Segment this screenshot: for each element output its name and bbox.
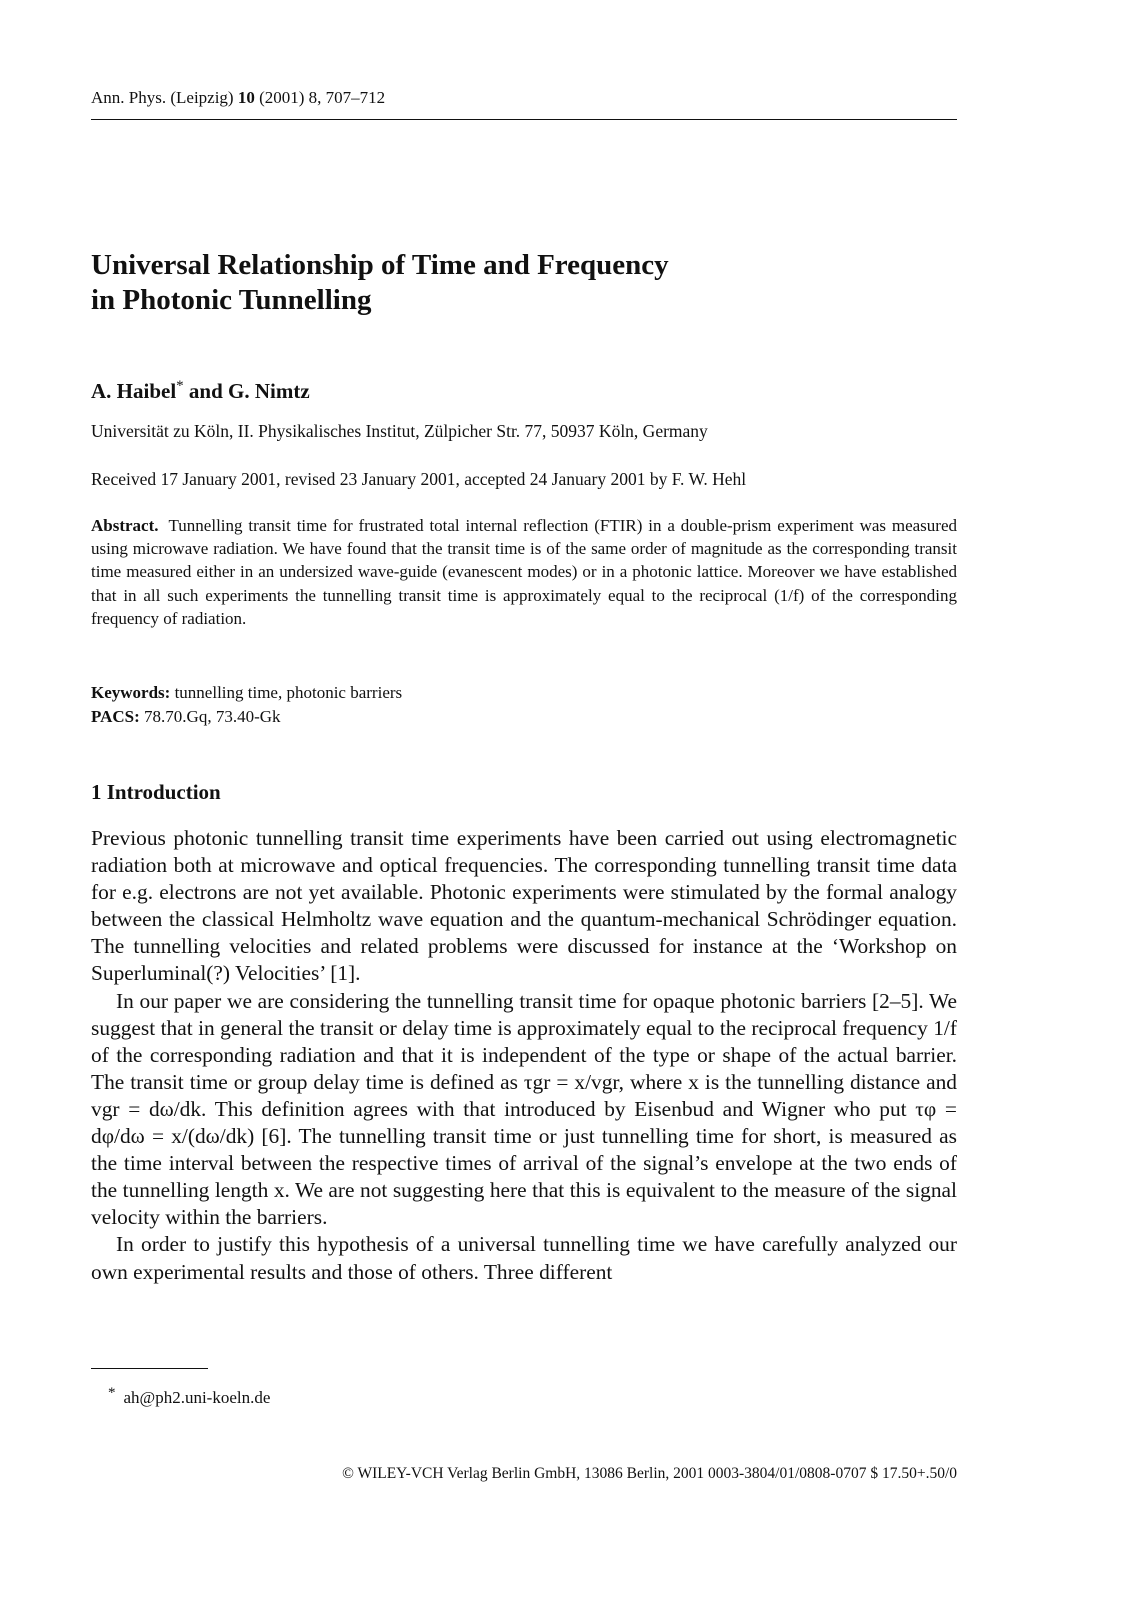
journal-issue-pages: (2001) 8, 707–712 — [259, 88, 386, 107]
affiliation: Universität zu Köln, II. Physikalisches Institut, Zülpicher Str. 77, 50937 Köln, Germany — [91, 421, 708, 441]
body-text — [91, 825, 957, 1286]
keywords-block — [91, 681, 957, 729]
author-first: A. Haibel — [91, 379, 177, 403]
abstract-text: Tunnelling transit time for frustrated total internal reflection (FTIR) in a double-prism experiment was measured using microwave radiation. We have found that the transit time is of the same order of magnitude as the corresponding transit time measured either in an undersized wave-guide (evanescent modes) or in a photonic lattice. Moreover we have established that in all such experiments the tunnelling transit time is approximately equal to the reciprocal (1/f) of the corresponding frequency of radiation. — [91, 516, 957, 628]
title-line-2: in Photonic Tunnelling — [91, 284, 372, 316]
journal-header — [91, 88, 957, 108]
paragraph: In our paper we are considering the tunnelling transit time for opaque photonic barriers [2–5]. We suggest that in general the transit or delay time is approximately equal to the reciprocal frequency 1/f of the corresponding radiation and that it is independent of the type or shape of the actual barrier. The transit time or group delay time is defined as τgr = x/vgr, where x is the tunnelling distance and vgr = dω/dk. This definition agrees with that introduced by Eisenbud and Wigner who put τφ = dφ/dω = x/(dω/dk) [6]. The tunnelling transit time or just tunnelling time for short, is measured as the time interval between the respective times of arrival of the signal’s envelope at the two ends of the tunnelling length x. We are not suggesting here that this is equivalent to the measure of the signal velocity within the barriers. — [91, 988, 957, 1230]
author-rest: and G. Nimtz — [183, 379, 310, 403]
keywords-text: tunnelling time, photonic barriers — [170, 683, 403, 702]
keywords-label: Keywords: — [91, 683, 171, 702]
pacs-label: PACS: — [91, 707, 140, 726]
paragraph: Previous photonic tunnelling transit time experiments have been carried out using electromagnetic radiation both at microwave and optical frequencies. The corresponding tunnelling transit time data for e.g. electrons are not yet available. Photonic experiments were stimulated by the formal analogy between the classical Helmholtz wave equation and the quantum-mechanical Schrödinger equation. The tunnelling velocities and related problems were discussed for instance at the ‘Workshop on Superluminal(?) Velocities’ [1]. — [91, 826, 957, 986]
pacs-text: 78.70.Gq, 73.40-Gk — [139, 707, 281, 726]
title-line-1: Universal Relationship of Time and Frequency — [91, 249, 669, 281]
journal-name: Ann. Phys. (Leipzig) — [91, 88, 234, 107]
paragraph: In order to justify this hypothesis of a universal tunnelling time we have carefully analyzed our own experimental results and those of others. Three different — [91, 1232, 957, 1284]
keywords-line — [91, 681, 957, 705]
paper-title — [91, 248, 957, 318]
received-dates: Received 17 January 2001, revised 23 January 2001, accepted 24 January 2001 by F. W. Hehl — [91, 469, 747, 489]
footnote-email[interactable]: ah@ph2.uni-koeln.de — [123, 1388, 271, 1407]
journal-volume: 10 — [237, 88, 255, 107]
footnote-rule — [91, 1368, 208, 1369]
abstract-label: Abstract. — [91, 516, 159, 535]
author-mark: * — [176, 378, 184, 394]
authors — [91, 378, 957, 404]
abstract — [91, 514, 957, 630]
header-rule — [91, 119, 957, 120]
section-heading: 1 Introduction — [91, 780, 221, 804]
pacs-line — [91, 705, 957, 729]
footnote-mark: * — [108, 1385, 116, 1401]
copyright-line: © WILEY-VCH Verlag Berlin GmbH, 13086 Berlin, 2001 0003-3804/01/0808-0707 $ 17.50+.50/0 — [342, 1465, 957, 1482]
footnote — [108, 1385, 974, 1408]
